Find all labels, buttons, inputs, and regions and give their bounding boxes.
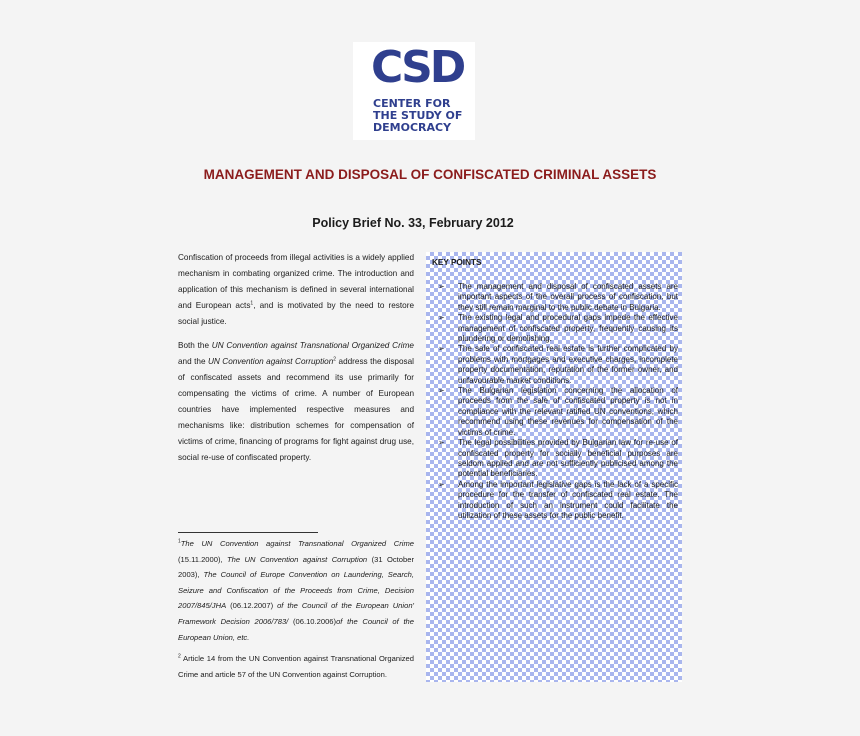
key-point-item [434, 438, 678, 480]
footnote-1-part-f: (06.12.2007) [226, 601, 278, 611]
conventions-text-and: and the [178, 357, 208, 366]
footnote-1-part-h: (06.10.2006) [288, 616, 337, 626]
footnote-1 [178, 536, 414, 645]
document-title: MANAGEMENT AND DISPOSAL OF CONFISCATED CRIMINAL ASSETS [203, 167, 657, 182]
csd-logo [353, 42, 475, 140]
logo-text-line-2: THE STUDY OF [373, 109, 463, 122]
arrowhead-bullet-icon: ➢ [438, 438, 445, 448]
arrowhead-bullet-icon: ➢ [438, 479, 445, 489]
arrowhead-bullet-icon: ➢ [438, 344, 445, 354]
conventions-paragraph [178, 338, 414, 466]
key-point-text: The existing legal and procedural gaps impede the effective management of confiscated property, frequently causing its plundering or demolishing. [458, 313, 678, 344]
footnotes [178, 536, 414, 688]
key-point-text: The sale of confiscated real estate is further complicated by problems with mortgages and executive charges, incomplete property documentation, reputation of the former owner, and unfavourable market conditions. [458, 344, 678, 385]
left-column [178, 250, 414, 474]
footnote-2-marker: 2 [178, 653, 181, 660]
intro-paragraph [178, 250, 414, 330]
footnote-1-part-i: of the Council of the European Union, etc. [178, 616, 414, 642]
intro-text: Confiscation of proceeds from illegal activities is a widely applied mechanism in combating organized crime. The introduction and application of this mechanism is defined in several international and European acts [178, 253, 414, 310]
footnote-2-text: Article 14 from the UN Convention against Transnational Organized Crime and article 57 of the UN Convention against Corruption. [178, 654, 414, 679]
conventions-text-rest: address the disposal of confiscated assets and recommend its use primarily for compensating the victims of crime. A number of European countries have implemented respective measures and mechanisms like: distribution schemes for compensation of victims of crime, financing of programs for fight against drug use, social re-use of confiscated property. [178, 357, 415, 462]
key-points-heading: KEY POINTS [432, 258, 482, 267]
footnote-2 [178, 651, 414, 682]
key-point-item [434, 480, 678, 522]
logo-text-line-1: CENTER FOR [373, 97, 451, 110]
key-point-text: The Bulgarian legislation concerning the allocation of proceeds from the sale of confiscated property is not in compliance with the relevant ratified UN conventions, which recommend using these revenues for compensation of the victims of crime. [458, 386, 678, 437]
footnote-1-part-d: (31 October 2003), [178, 554, 414, 580]
key-point-text: The legal possibilities provided by Bulgarian law for re-use of confiscated property for socially beneficial purposes are seldom applied and are not sufficiently publicised among the potential beneficiaries. [458, 438, 678, 479]
arrowhead-bullet-icon: ➢ [438, 386, 445, 396]
key-point-text: Among the important legislative gaps is the lack of a specific procedure for the transfer of confiscated real estate. The introduction of such an instrument could facilitate the utilization of these assets for the public benefit. [458, 479, 678, 520]
footnote-ref-1: 1 [250, 300, 254, 307]
footnote-ref-2: 2 [333, 356, 337, 363]
conventions-text-intro: Both the [178, 341, 212, 350]
key-point-item [434, 282, 678, 313]
key-point-item [434, 386, 678, 438]
footnote-1-part-g: of the Council of the European Union' Framework Decision 2006/783/ [178, 601, 414, 626]
footnote-1-part-c: The UN Convention against Corruption [227, 554, 368, 564]
footnote-1-part-a: The UN Convention against Transnational Organized Crime [180, 539, 414, 548]
key-points-list [434, 282, 678, 521]
footnote-1-part-e: The Council of Europe Convention on Laundering, Search, Seizure and Confiscation of the Proceeds from Crime, Decision 2007/845/JHA [178, 570, 414, 611]
convention-name-2: UN Convention against Corruption [207, 357, 334, 366]
csd-logo-mark: CSD [371, 42, 464, 93]
arrowhead-bullet-icon: ➢ [438, 313, 445, 323]
footnote-divider [178, 532, 318, 533]
key-point-item [434, 313, 678, 344]
logo-text-line-3: DEMOCRACY [373, 121, 452, 134]
arrowhead-bullet-icon: ➢ [438, 282, 445, 291]
document-subtitle: Policy Brief No. 33, February 2012 [312, 216, 514, 230]
key-points-box [426, 252, 682, 682]
key-point-item [434, 344, 678, 386]
convention-name-1: UN Convention against Transnational Organized Crime [211, 341, 414, 350]
intro-text-end: , and is motivated by the need to restore social justice. [178, 301, 414, 326]
key-point-text: The management and disposal of confiscated assets are important aspects of the overall process of confiscation, but they still remain marginal to the public debate in Bulgaria. [458, 282, 678, 312]
footnote-1-part-b: (15.11.2000), [178, 554, 228, 564]
footnote-1-marker: 1 [178, 538, 181, 545]
